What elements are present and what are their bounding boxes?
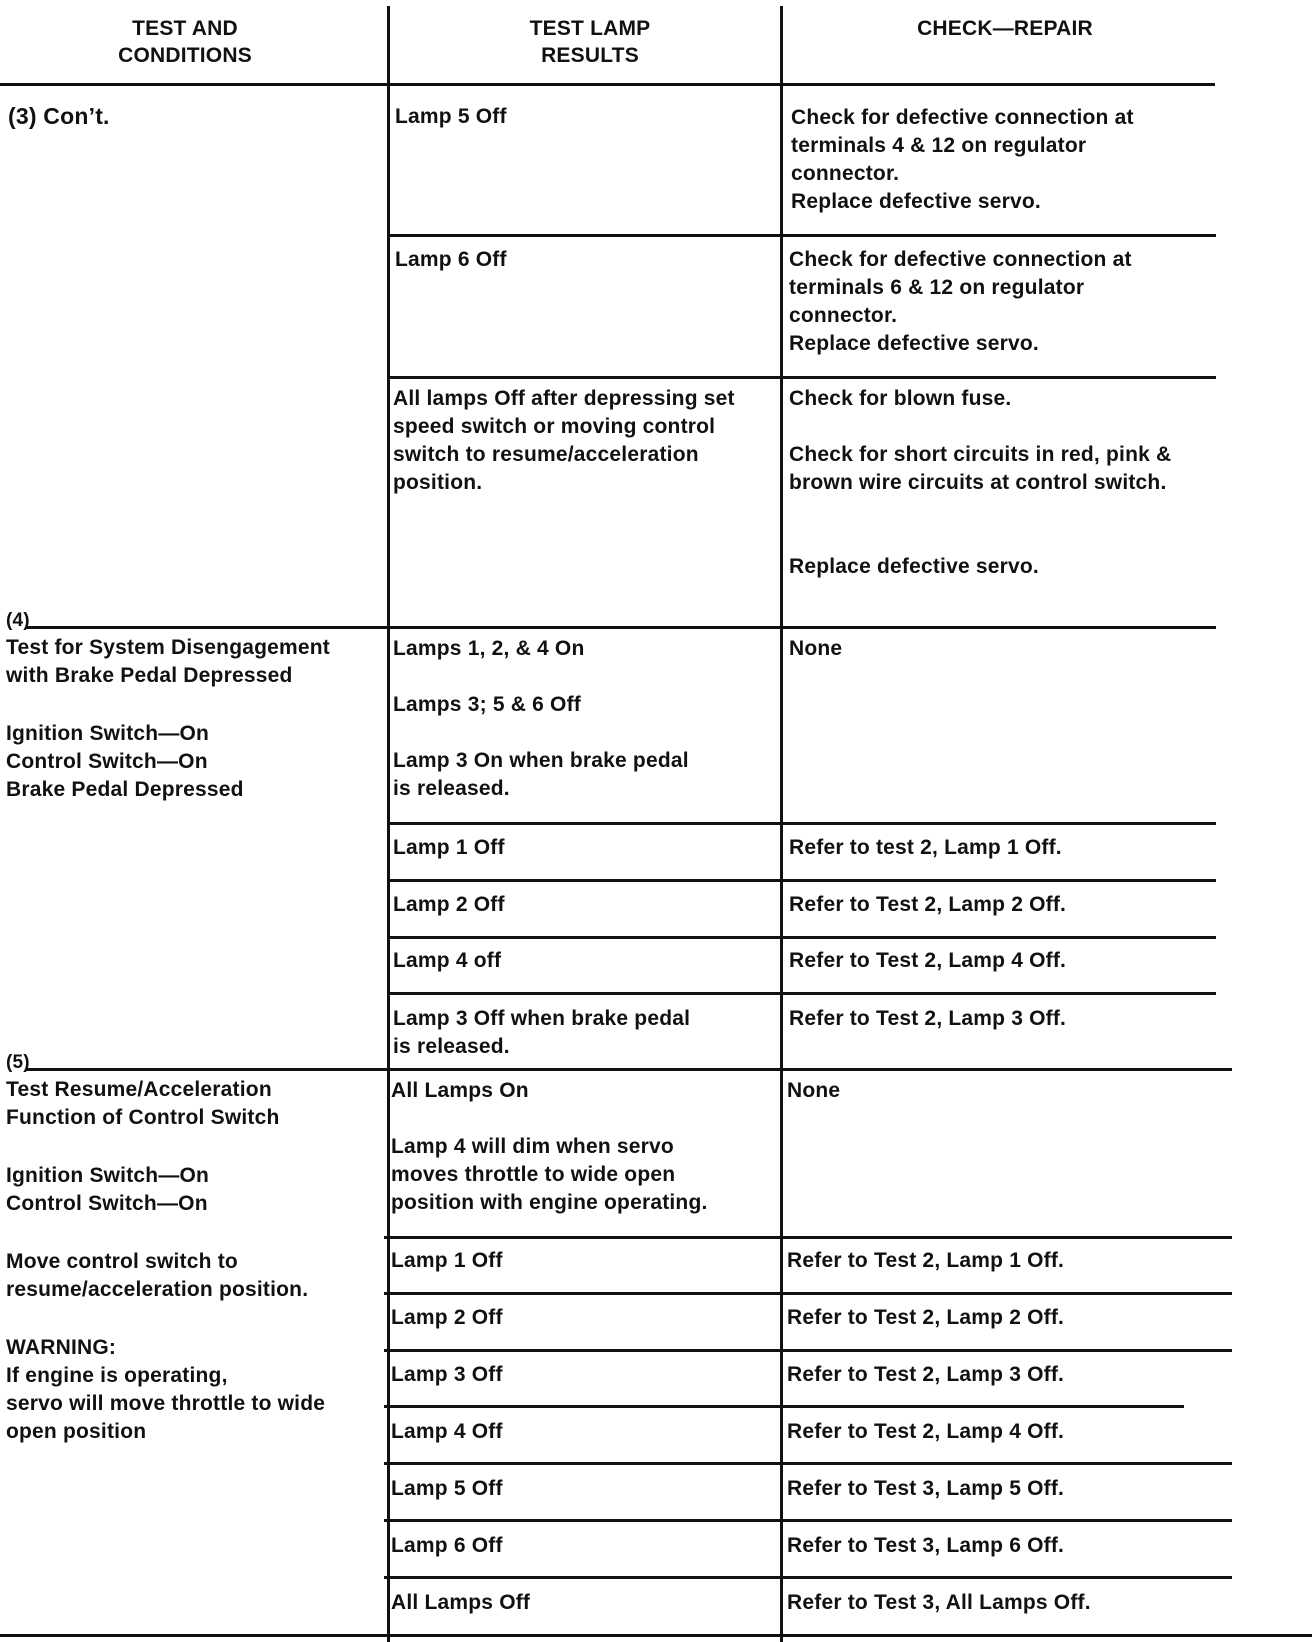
row-rule (388, 936, 1216, 939)
test-5-number: (5) (6, 1052, 30, 1073)
test-4-rule (26, 626, 1216, 629)
header-test-lamp-results: TEST LAMP RESULTS (529, 17, 651, 67)
repair-row-3: Check for blown fuse. Check for short circuits in red, pink & brown wire circuits at control switch. Replace defective servo. (789, 387, 1172, 578)
header-check-repair: CHECK—REPAIR (917, 17, 1093, 40)
row-rule (388, 992, 1216, 995)
repair-row-5: Refer to test 2, Lamp 1 Off. (789, 836, 1062, 859)
repair-row-16: Refer to Test 3, All Lamps Off. (787, 1591, 1091, 1614)
repair-row-7: Refer to Test 2, Lamp 4 Off. (789, 949, 1067, 972)
row-rule (384, 1292, 1232, 1295)
result-row-3: All lamps Off after depressing set speed switch or moving control switch to resume/acceleration position. (393, 387, 735, 494)
result-row-8: Lamp 3 Off when brake pedal is released. (393, 1007, 691, 1058)
repair-row-12: Refer to Test 2, Lamp 3 Off. (787, 1363, 1065, 1386)
repair-row-1: Check for defective connection at terminals 4 & 12 on regulator connector. Replace defective servo. (791, 106, 1134, 213)
repair-row-2: Check for defective connection at terminals 6 & 12 on regulator connector. Replace defective servo. (789, 248, 1132, 355)
test-5-conditions: Ignition Switch—On Control Switch—On (6, 1164, 210, 1215)
row-rule (384, 1519, 1232, 1522)
result-row-6: Lamp 2 Off (393, 893, 505, 916)
test-5-rule (26, 1068, 1232, 1071)
bottom-rule (0, 1634, 1312, 1637)
repair-row-9: None (787, 1079, 841, 1102)
result-row-14: Lamp 5 Off (391, 1477, 503, 1500)
test-3-continued-label: (3) Con’t. (8, 103, 110, 129)
repair-row-15: Refer to Test 3, Lamp 6 Off. (787, 1534, 1065, 1557)
test-4-conditions: Ignition Switch—On Control Switch—On Brake Pedal Depressed (6, 722, 244, 801)
test-5-title: Test Resume/Acceleration Function of Control Switch (6, 1078, 280, 1129)
repair-row-11: Refer to Test 2, Lamp 2 Off. (787, 1306, 1065, 1329)
row-rule (388, 376, 1216, 379)
test-5-instruction: Move control switch to resume/acceleration position. (6, 1250, 309, 1301)
repair-row-6: Refer to Test 2, Lamp 2 Off. (789, 893, 1067, 916)
result-row-5: Lamp 1 Off (393, 836, 505, 859)
result-row-4: Lamps 1, 2, & 4 On Lamps 3; 5 & 6 Off Lamp 3 On when brake pedal is released. (393, 637, 689, 800)
result-row-2: Lamp 6 Off (395, 248, 507, 271)
row-rule (384, 1462, 1232, 1465)
result-row-16: All Lamps Off (391, 1591, 531, 1614)
row-rule (384, 1236, 1232, 1239)
result-row-15: Lamp 6 Off (391, 1534, 503, 1557)
row-rule (384, 1576, 1232, 1579)
row-rule (384, 1349, 1232, 1352)
repair-row-13: Refer to Test 2, Lamp 4 Off. (787, 1420, 1065, 1443)
result-row-13: Lamp 4 Off (391, 1420, 503, 1443)
test-4-title: Test for System Disengagement with Brake Pedal Depressed (6, 636, 330, 687)
test-5-warning-label: WARNING: (6, 1336, 117, 1359)
repair-row-14: Refer to Test 3, Lamp 5 Off. (787, 1477, 1065, 1500)
test-5-warning-text: If engine is operating, servo will move throttle to wide open position (6, 1364, 326, 1443)
result-row-12: Lamp 3 Off (391, 1363, 503, 1386)
test-4-number: (4) (6, 610, 30, 631)
row-rule (388, 234, 1216, 237)
result-row-11: Lamp 2 Off (391, 1306, 503, 1329)
repair-row-10: Refer to Test 2, Lamp 1 Off. (787, 1249, 1065, 1272)
row-rule (388, 822, 1216, 825)
result-row-1: Lamp 5 Off (395, 105, 507, 128)
result-row-10: Lamp 1 Off (391, 1249, 503, 1272)
row-rule (384, 1405, 1184, 1408)
result-row-7: Lamp 4 off (393, 949, 502, 972)
header-rule (0, 83, 1215, 86)
row-rule (388, 879, 1216, 882)
header-test-conditions: TEST AND CONDITIONS (118, 17, 252, 67)
repair-row-8: Refer to Test 2, Lamp 3 Off. (789, 1007, 1067, 1030)
repair-row-4: None (789, 637, 843, 660)
result-row-9: All Lamps On Lamp 4 will dim when servo moves throttle to wide open position with engine operating. (391, 1079, 708, 1214)
